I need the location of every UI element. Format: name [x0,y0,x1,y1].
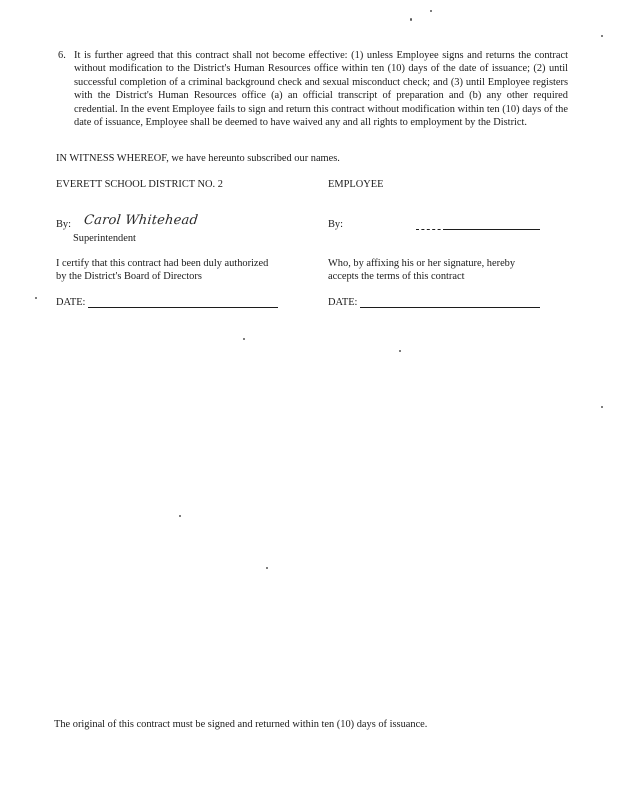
certify-line-2: by the District's Board of Directors [56,271,202,282]
certify-line-1: I certify that this contract had been duly authorized [56,258,269,269]
clause-paragraph [58,49,568,129]
accept-line-2: accepts the terms of this contract [328,271,465,282]
scan-speck [399,350,401,352]
district-by-label: By: [56,219,72,230]
accept-line-1: Who, by affixing his or her signature, hereby [328,258,516,269]
employee-heading: EMPLOYEE [328,179,384,190]
employee-signature-rule [446,229,540,230]
scan-speck [179,515,181,517]
employee-by-label: By: [328,219,344,230]
district-date-label: DATE: [56,297,86,308]
district-date-rule [88,307,278,308]
scan-speck [601,406,603,408]
clause-number: 6. [58,50,66,61]
scan-speck [410,18,412,21]
employee-signature-rule-dashed [416,229,446,230]
signer-title: Superintendent [73,233,136,244]
scan-speck [243,338,245,340]
employee-date-label: DATE: [328,297,358,308]
scan-speck [430,10,432,12]
employee-date-rule [360,307,540,308]
scan-speck [35,297,37,299]
clause-text: It is further agreed that this contract shall not become effective: (1) unless Employee signs and returns the contract without modification to the District's Human Resources office within ten (10) days of the date of issuance; (2) until successful completion of a criminal background check and sexual misconduct check; and (3) until Employee registers with the District's Human Resources office (a) an official transcript of preparation and (b) any other required credential. In the event Employee fails to sign and return this contract without modification within ten (10) days of the date of issuance, Employee shall be deemed to have waived any and all rights to employment by the District. [74,50,568,129]
district-heading: EVERETT SCHOOL DISTRICT NO. 2 [56,179,223,190]
superintendent-signature: Carol Whitehead [83,213,199,228]
scan-speck [266,567,268,569]
scan-speck [601,35,603,37]
witness-line: IN WITNESS WHEREOF, we have hereunto subscribed our names. [56,153,340,164]
footer-note: The original of this contract must be signed and returned within ten (10) days of issuance. [54,719,428,730]
